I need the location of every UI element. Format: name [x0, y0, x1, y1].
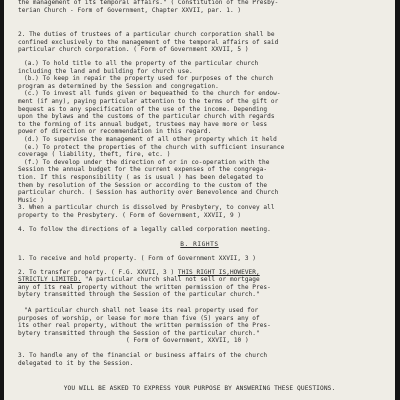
- rights-item-2-line-1: [18, 269, 390, 277]
- sub-item-line: power of direction or recommendation in this regard.: [18, 128, 212, 136]
- sub-item-line: them by resolution of the Session or according to the custom of the: [18, 181, 268, 189]
- item-3-line-2: property to the Presbytery. ( Form of Government, XXVII, 9 ): [18, 212, 242, 219]
- quote-line: purposes of worship, or lease for more than five (5) years any of: [18, 314, 260, 322]
- sub-item-line: upon the bylaws and the customs of the particular church with regards: [18, 113, 275, 121]
- footer-instruction: YOU WILL BE ASKED TO EXPRESS YOUR PURPOSE BY ANSWERING THESE QUESTIONS.: [63, 385, 336, 392]
- quote-line: "A particular church shall not lease its real property used for: [24, 307, 259, 314]
- top-paragraph-line-2: terian Church - Form of Government, Chapter XXVII, par. 1. ): [18, 6, 242, 14]
- sub-item-line: (d.) To supervise the management of all other property which it held: [24, 136, 277, 143]
- rights-item-2-text: "A particular church shall not sell or mortgage: [81, 276, 260, 284]
- item-3-line-1: 3. When a particular church is dissolved by Presbytery, to convey all: [18, 204, 275, 212]
- document-page: [4, 0, 395, 400]
- sub-item-line: Session the annual budget for the current expenses of the congrega-: [18, 166, 268, 174]
- sub-item-line: (a.) To hold title to all the property of the particular church: [24, 60, 259, 67]
- sub-item-line: coverage ( liability, theft, fire, etc. ): [18, 151, 171, 159]
- sub-item-line: to the forming of its annual budget, trustees may have more or less: [18, 120, 268, 128]
- quote-line: bytery transmitted through the Session of the particular church.": [18, 329, 260, 337]
- rights-item-3-line-1: 3. To handle any of the financial or business affairs of the church: [18, 352, 268, 359]
- sub-item-line: (e.) To protect the properties of the church with sufficient insurance: [24, 143, 285, 151]
- rights-item-1: 1. To receive and hold property. ( Form of Government XXVII, 3 ): [18, 255, 256, 262]
- sub-item-line: particular church. ( Session has authority over Benevolence and Church: [18, 189, 279, 197]
- sub-item-line: (f.) To develop under the direction of or in co-operation with the: [24, 158, 270, 166]
- rights-item-3-line-2: delegated to it by the Session.: [18, 359, 134, 367]
- item-2-line-3: particular church corporation. ( Form of Government XXVII, 5 ): [18, 46, 249, 54]
- rights-item-2-text: 2. To transfer property. ( F.G. XXVII, 3 ): [18, 268, 178, 276]
- sub-item-line: bequest as to any specification of the use of the income. Depending: [18, 105, 268, 113]
- item-4: 4. To follow the directions of a legally called corporation meeting.: [18, 225, 271, 233]
- item-2-line-2: confined exclusively to the management of the temporal affairs of said: [18, 38, 279, 46]
- sub-item-line: ment (if any), paying particular attention to the terms of the gift or: [18, 98, 279, 105]
- rights-item-2-emphasis: STRICTLY LIMITED.: [18, 276, 82, 284]
- sub-item-line: tion. If this responsibility ( as is usual ) has been delegated to: [18, 174, 264, 181]
- sub-item-line: program as determined by the Session and congregation.: [18, 82, 219, 90]
- sub-item-line: (b.) To keep in repair the property used for purposes of the church: [24, 75, 274, 83]
- quote-line: its other real property, without the written permission of the Pres-: [18, 322, 271, 330]
- sub-item-line: including the land and building for church use.: [18, 67, 193, 75]
- rights-item-2-line-3: any of its real property without the written permission of the Pres-: [18, 283, 271, 291]
- sub-item-line: (c.) To invest all funds given or bequeathed to the church for endow-: [24, 90, 281, 98]
- sub-item-line: Music ): [18, 196, 45, 204]
- rights-item-2-line-4: bytery transmitted through the Session of the particular church.": [18, 291, 260, 299]
- quote-citation: ( Form of Government, XXVII, 10 ): [126, 337, 249, 345]
- rights-item-2-line-2: [18, 276, 390, 284]
- item-2-line-1: 2. The duties of trustees of a particular church corporation shall be: [18, 31, 275, 38]
- rights-heading: B. RIGHTS: [180, 240, 219, 248]
- rights-item-2-emphasis: THIS RIGHT IS,HOWEVER,: [177, 268, 260, 276]
- top-paragraph-line-1: the management of its temporal affairs." ( Constitution of the Presby-: [18, 0, 279, 6]
